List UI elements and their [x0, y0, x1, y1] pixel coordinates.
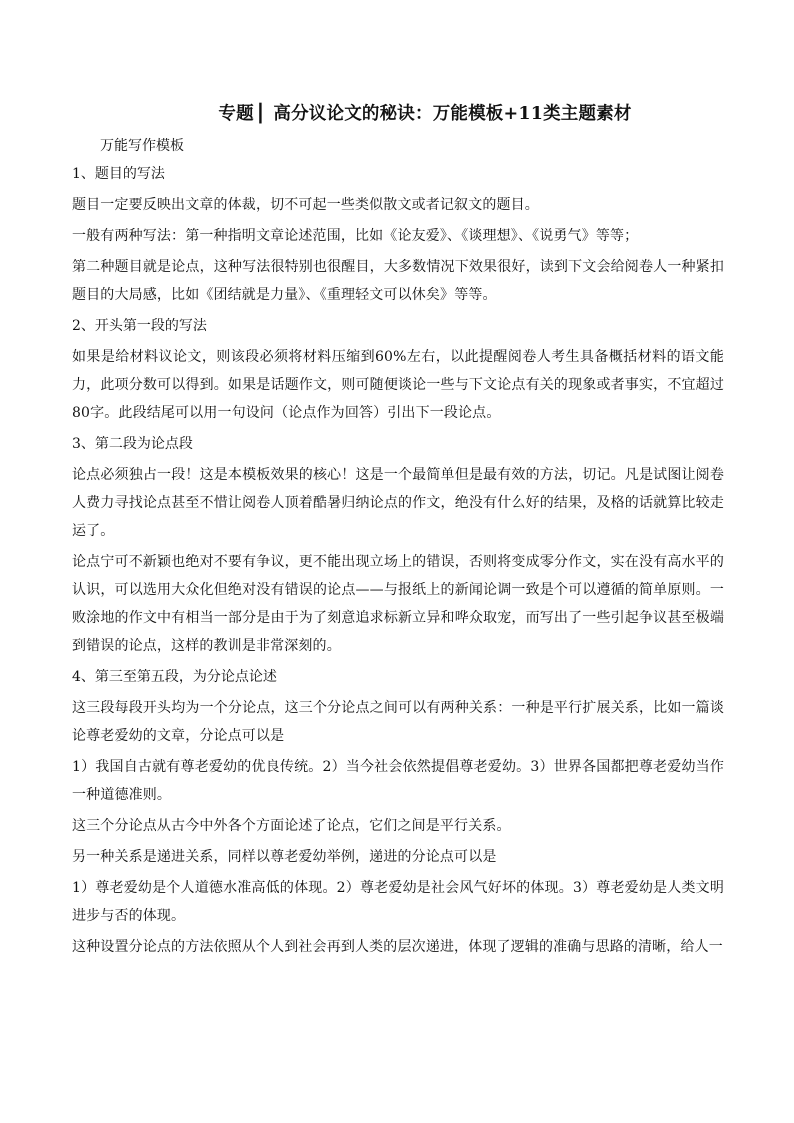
section-heading-title-writing: 1、题目的写法 — [72, 166, 165, 182]
section-heading-opening: 2、开头第一段的写法 — [72, 318, 207, 334]
paragraph: 这三个分论点从古今中外各个方面论述了论点，它们之间是平行关系。 — [72, 818, 511, 834]
paragraph: 如果是给材料议论文，则该段必须将材料压缩到60%左右，以此提醒阅卷人考生具备概括材料的语文能力，此项分数可以得到。如果是话题作文，则可随便谈论一些与下文论点有关的现象或者事实，不宜超过80字。此段结尾可以用一句设问（论点作为回答）引出下一段论点。 — [72, 349, 724, 421]
document-title: 专题⎪ 高分议论文的秘诀：万能模板+11类主题素材 — [218, 104, 632, 124]
paragraph: 论点宁可不新颖也绝对不要有争议，更不能出现立场上的错误，否则将变成零分作文，实在没有高水平的认识，可以选用大众化但绝对没有错误的论点——与报纸上的新闻论调一致是个可以遵循的简单原则。一败涂地的作文中有相当一部分是由于为了刻意追求标新立异和哗众取宠，而写出了一些引起争议甚至极端到错误的论点，这样的教训是非常深刻的。 — [72, 554, 724, 654]
section-heading-thesis: 3、第二段为论点段 — [72, 436, 193, 452]
document-subtitle: 万能写作模板 — [100, 138, 184, 154]
paragraph: 这三段每段开头均为一个分论点，这三个分论点之间可以有两种关系：一种是平行扩展关系，比如一篇谈论尊老爱幼的文章，分论点可以是 — [72, 700, 724, 744]
paragraph: 一般有两种写法：第一种指明文章论述范围，比如《论友爱》、《谈理想》、《说勇气》等等； — [72, 228, 639, 244]
paragraph: 这种设置分论点的方法依照从个人到社会再到人类的层次递进，体现了逻辑的准确与思路的清晰，给人一 — [72, 939, 723, 955]
paragraph: 1）尊老爱幼是个人道德水准高低的体现。2）尊老爱幼是社会风气好坏的体现。3）尊老爱幼是人类文明进步与否的体现。 — [72, 880, 724, 924]
paragraph: 1）我国自古就有尊老爱幼的优良传统。2）当今社会依然提倡尊老爱幼。3）世界各国都把尊老爱幼当作一种道德准则。 — [72, 759, 724, 803]
section-heading-subpoints: 4、第三至第五段，为分论点论述 — [72, 669, 277, 685]
paragraph: 题目一定要反映出文章的体裁，切不可起一些类似散文或者记叙文的题目。 — [72, 197, 539, 213]
paragraph: 另一种关系是递进关系，同样以尊老爱幼举例，递进的分论点可以是 — [72, 849, 497, 865]
paragraph: 第二种题目就是论点，这种写法很特别也很醒目，大多数情况下效果很好，读到下文会给阅卷人一种紧扣题目的大局感，比如《团结就是力量》、《重理轻文可以休矣》等等。 — [72, 259, 724, 303]
paragraph: 论点必须独占一段！这是本模板效果的核心！这是一个最简单但是最有效的方法，切记。凡是试图让阅卷人费力寻找论点甚至不惜让阅卷人顶着酷暑归纳论点的作文，绝没有什么好的结果，及格的话就算比较走运了。 — [72, 467, 724, 539]
